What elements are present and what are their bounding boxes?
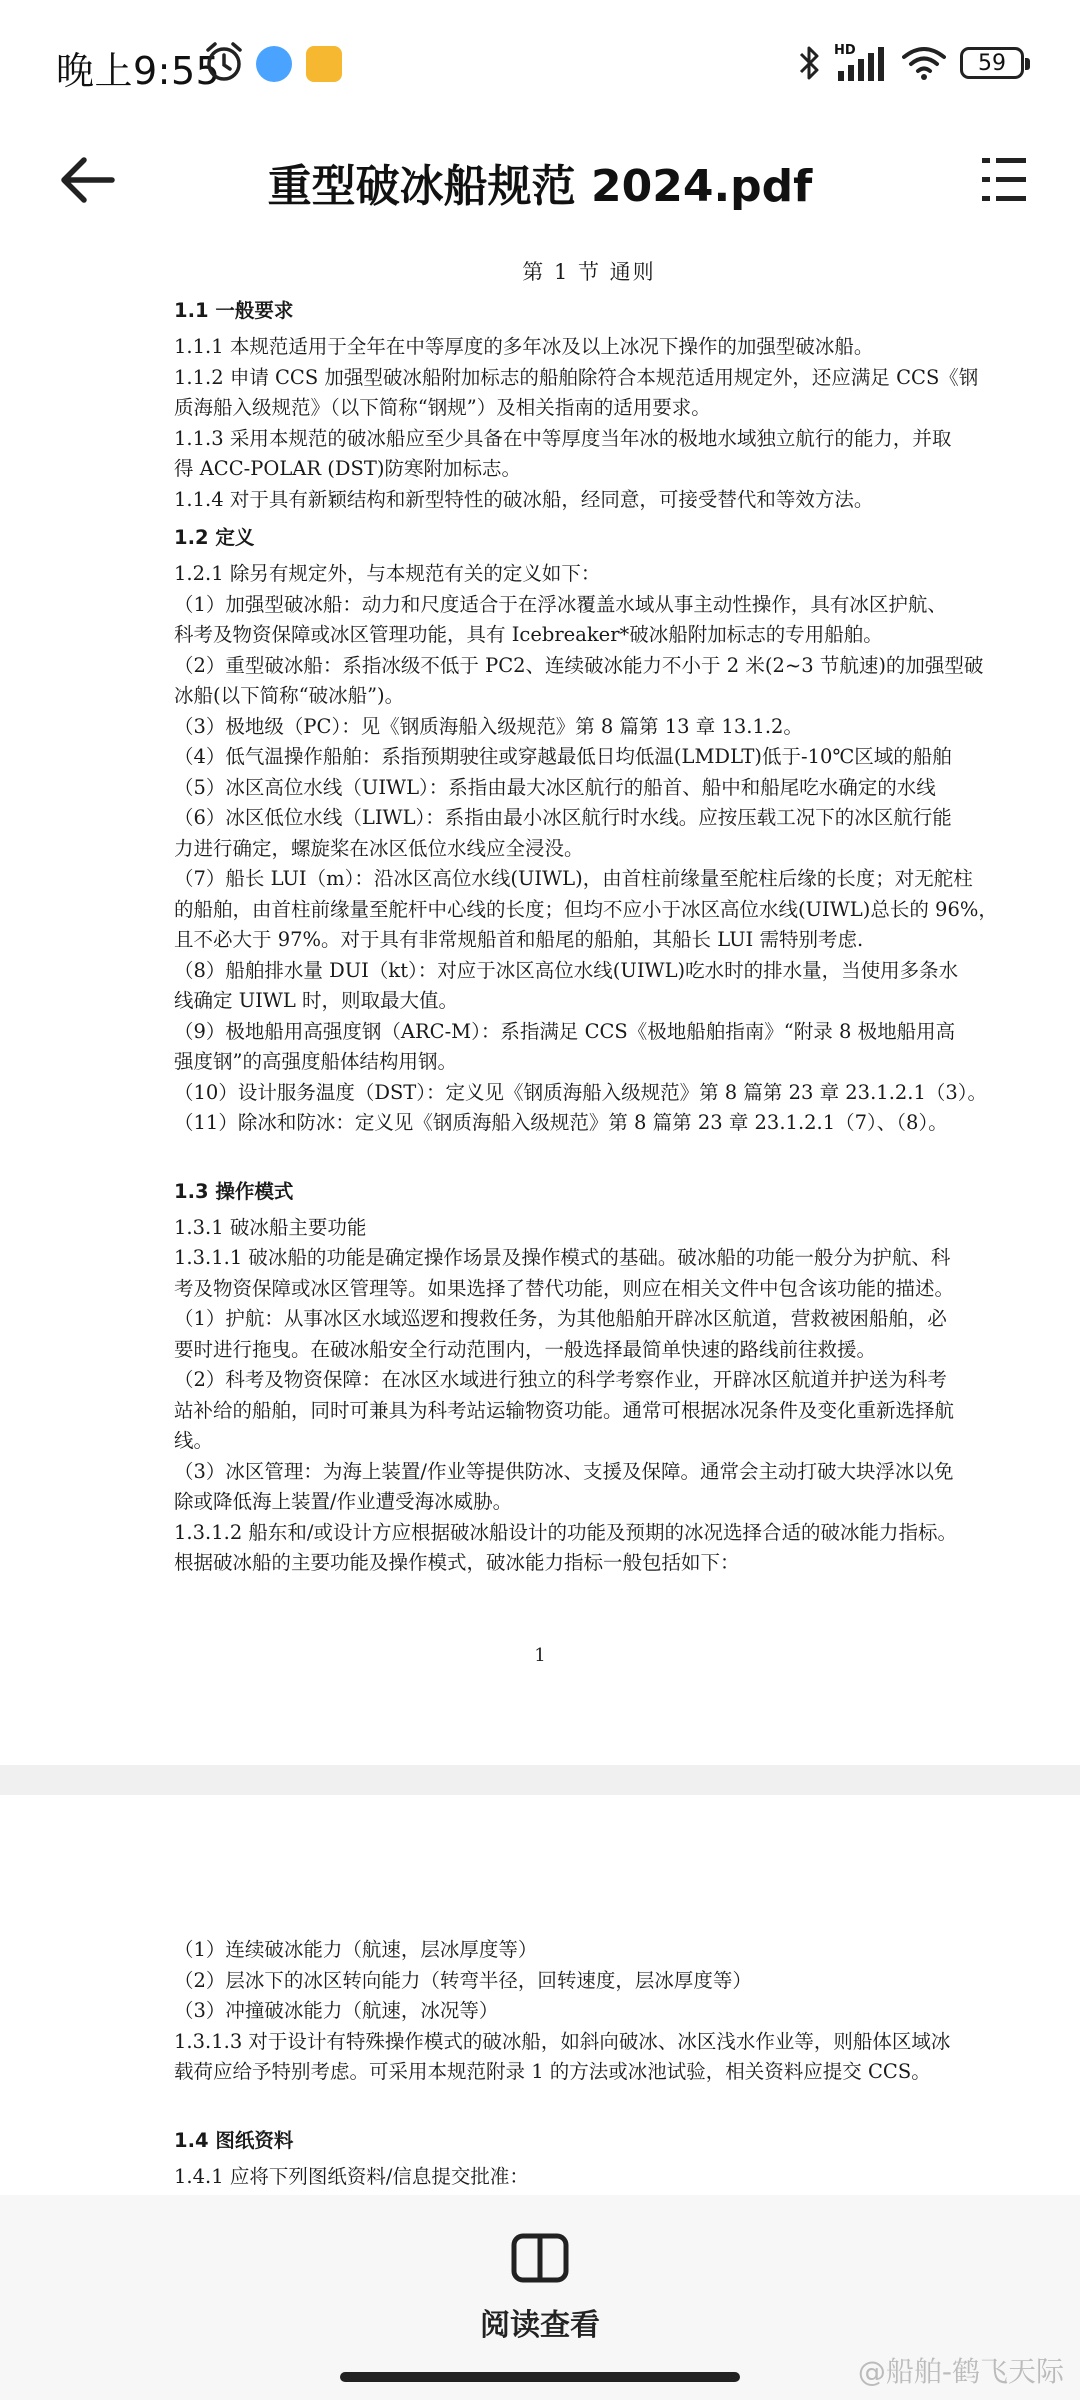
text-line: 1.3.1.3 对于设计有特殊操作模式的破冰船，如斜向破冰、冰区浅水作业等，则船体区域冰: [174, 2029, 951, 2053]
text-line: （7）船长 LUI（m）：沿冰区高位水线(UIWL)，由首柱前缘量至舵柱后缘的长度；对无舵柱: [174, 867, 973, 890]
network-type: HD: [834, 43, 856, 58]
app-notification-icon: [256, 46, 292, 82]
signal-icon: [834, 43, 888, 83]
text-line: 冰船(以下简称“破冰船”)。: [174, 684, 405, 707]
text-line: 1.1.4 对于具有新颖结构和新型特性的破冰船，经同意，可接受替代和等效方法。: [174, 487, 874, 511]
page-1-text: [174, 256, 1004, 1579]
text-line: 1.1.2 申请 CCS 加强型破冰船附加标志的船舶除符合本规范适用规定外，还应满足 CCS《钢: [174, 365, 979, 389]
text-line: （9）极地船用高强度钢（ARC-M）：系指满足 CCS《极地船舶指南》“附录 8 极地船用高: [174, 1019, 956, 1043]
wifi-icon: [902, 45, 946, 81]
text-line: 1.2.1 除另有规定外，与本规范有关的定义如下：: [174, 562, 601, 585]
text-line: （1）连续破冰能力（航速，层冰厚度等）: [174, 1938, 538, 1961]
section-heading: 1.3 操作模式: [174, 1179, 294, 1203]
text-line: （4）低气温操作船舶：系指预期驶往或穿越最低日均低温(LMDLT)低于-10℃区域的船舶: [174, 745, 952, 768]
pdf-page-1: [0, 240, 1080, 1765]
text-line: 科考及物资保障或冰区管理功能，具有 Icebreaker*破冰船附加标志的专用船舶。: [174, 623, 883, 646]
status-bar: [0, 0, 1080, 130]
text-line: （3）冲撞破冰能力（航速，冰况等）: [174, 1999, 499, 2022]
text-line: 载荷应给予特别考虑。可采用本规范附录 1 的方法或冰池试验，相关资料应提交 CCS。: [174, 2060, 931, 2083]
page-number: 1: [534, 1645, 546, 1666]
text-line: （2）科考及物资保障：在冰区水域进行独立的科学考察作业，开辟冰区航道并护送为科考: [174, 1368, 947, 1391]
text-line: 1.3.1 破冰船主要功能: [174, 1215, 367, 1239]
pdf-page-2: [0, 1795, 1080, 2195]
text-line: 的船舶，由首柱前缘量至舵杆中心线的长度；但均不应小于冰区高位水线(UIWL)总长的 96%，: [174, 897, 998, 921]
text-line: （2）层冰下的冰区转向能力（转弯半径，回转速度，层冰厚度等）: [174, 1968, 752, 1992]
text-line: （5）冰区高位水线（UIWL）：系指由最大冰区航行的船首、船中和船尾吃水确定的水线: [174, 775, 936, 799]
text-line: （6）冰区低位水线（LIWL）：系指由最小冰区航行时水线。应按压载工况下的冰区航行能: [174, 806, 952, 829]
text-line: （8）船舶排水量 DUI（kt）：对应于冰区高位水线(UIWL)吃水时的排水量，当使用多条水: [174, 958, 959, 982]
text-line: （11）除冰和防冰：定义见《钢质海船入级规范》第 8 篇第 23 章 23.1.2.1（7）、（8）。: [174, 1111, 948, 1134]
bluetooth-icon: [798, 43, 820, 83]
text-line: 1.1.3 采用本规范的破冰船应至少具备在中等厚度当年冰的极地水域独立航行的能力，并取: [174, 426, 952, 450]
app-notification-icon: [306, 46, 342, 82]
read-view-button[interactable]: [440, 2230, 640, 2370]
text-line: 除或降低海上装置/作业遭受海冰威胁。: [174, 1490, 513, 1513]
text-line: 站补给的船舶，同时可兼具为科考站运输物资功能。通常可根据冰况条件及变化重新选择航: [174, 1398, 955, 1422]
text-line: 得 ACC-POLAR (DST)防寒附加标志。: [174, 457, 521, 480]
back-arrow-icon[interactable]: [56, 148, 120, 212]
spacer: [174, 1139, 1004, 1169]
section-heading: 1.2 定义: [174, 526, 255, 549]
section-heading: 1.1 一般要求: [174, 299, 294, 322]
book-open-icon: [510, 2230, 570, 2286]
text-line: 质海船入级规范》（以下简称“钢规”）及相关指南的适用要求。: [174, 396, 711, 419]
text-line: 根据破冰船的主要功能及操作模式，破冰能力指标一般包括如下：: [174, 1551, 740, 1574]
text-line: 1.4.1 应将下列图纸资料/信息提交批准：: [174, 2164, 529, 2188]
bottom-action-bar: [0, 2195, 1080, 2400]
document-title: 重型破冰船规范 2024.pdf: [267, 161, 813, 212]
text-line: 1.1.1 本规范适用于全年在中等厚度的多年冰及以上冰况下操作的加强型破冰船。: [174, 335, 874, 358]
text-line: （1）加强型破冰船：动力和尺度适合于在浮冰覆盖水域从事主动性操作，具有冰区护航、: [174, 592, 947, 616]
text-line: 强度钢”的高强度船体结构用钢。: [174, 1050, 457, 1073]
document-header: [0, 130, 1080, 230]
status-time: 晚上9:55: [56, 49, 221, 93]
text-line: 线。: [174, 1429, 214, 1452]
section-title: 第 1 节 通则: [522, 260, 656, 284]
home-indicator[interactable]: [340, 2372, 740, 2382]
text-line: （10）设计服务温度（DST）：定义见《钢质海船入级规范》第 8 篇第 23 章 23.1.2.1（3）。: [174, 1080, 988, 1104]
text-line: （1）护航：从事冰区水域巡逻和搜救任务，为其他船舶开辟冰区航道，营救被困船舶，必: [174, 1307, 947, 1330]
text-line: （3）极地级（PC）：见《钢质海船入级规范》第 8 篇第 13 章 13.1.2。: [174, 714, 803, 738]
text-line: 1.3.1.1 破冰船的功能是确定操作场景及操作模式的基础。破冰船的功能一般分为护航、科: [174, 1246, 951, 1269]
text-line: 线确定 UIWL 时，则取最大值。: [174, 989, 459, 1012]
text-line: 且不必大于 97%。对于具有非常规船首和船尾的船舶，其船长 LUI 需特别考虑.: [174, 928, 864, 951]
alarm-icon: [202, 40, 246, 84]
watermark: @船舶-鹤飞天际: [857, 2355, 1064, 2388]
text-line: （2）重型破冰船：系指冰级不低于 PC2、连续破冰能力不小于 2 米(2~3 节航速)的加强型破: [174, 653, 984, 677]
read-view-label: 阅读查看: [480, 2308, 600, 2343]
page-separator: [0, 1765, 1080, 1795]
menu-icon[interactable]: [976, 152, 1032, 208]
spacer: [174, 2088, 1004, 2118]
text-line: 力进行确定，螺旋桨在冰区低位水线应全浸没。: [174, 836, 584, 860]
text-line: 1.3.1.2 船东和/或设计方应根据破冰船设计的功能及预期的冰况选择合适的破冰能力指标。: [174, 1520, 957, 1544]
text-line: 考及物资保障或冰区管理等。如果选择了替代功能，则应在相关文件中包含该功能的描述。: [174, 1276, 955, 1300]
text-line: （3）冰区管理：为海上装置/作业等提供防冰、支援及保障。通常会主动打破大块浮冰以免: [174, 1459, 954, 1483]
section-heading: 1.4 图纸资料: [174, 2128, 294, 2152]
page-2-text: [174, 1935, 1004, 2192]
battery-icon: [960, 47, 1024, 79]
text-line: 要时进行拖曳。在破冰船安全行动范围内，一般选择最简单快速的路线前往救援。: [174, 1337, 877, 1361]
battery-level: 59: [978, 50, 1006, 76]
